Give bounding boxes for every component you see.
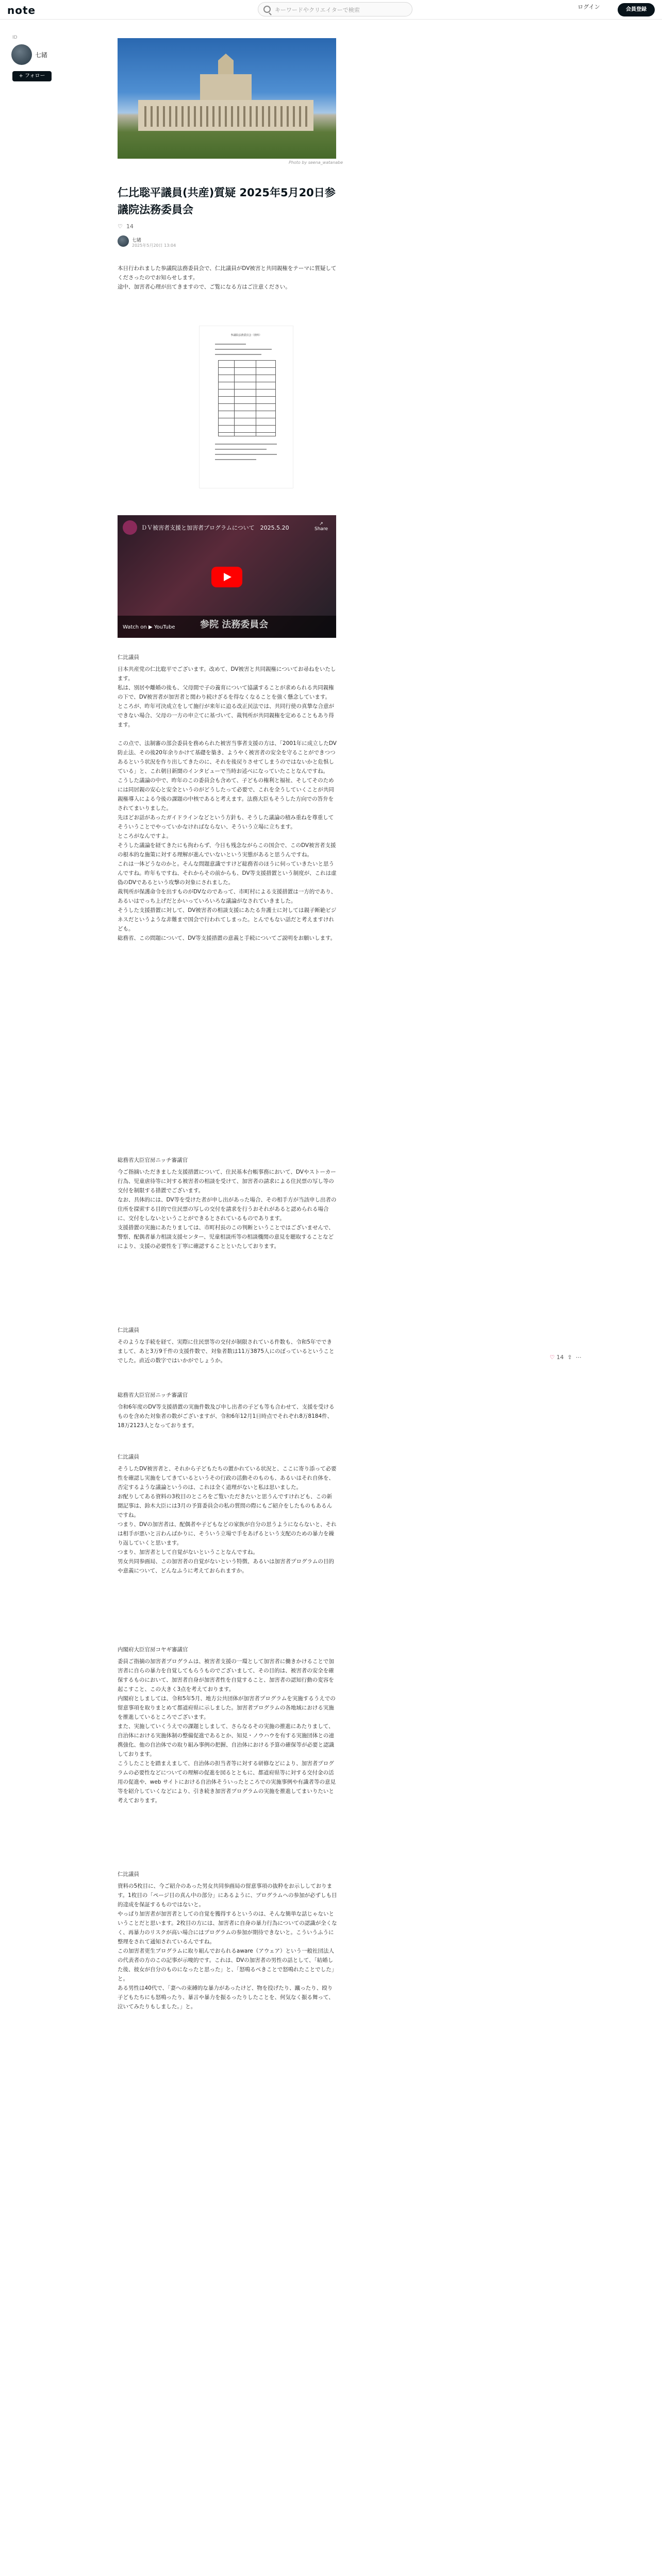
- more-icon[interactable]: ⋯: [575, 1354, 582, 1361]
- floating-like-button[interactable]: [550, 1354, 582, 1361]
- floating-like-count: 14: [556, 1354, 564, 1361]
- play-button[interactable]: [211, 567, 242, 587]
- login-button[interactable]: ログイン: [577, 4, 600, 10]
- share-button[interactable]: ↗ Share: [315, 521, 328, 532]
- top-header: [0, 0, 662, 20]
- heart-icon: ♡: [550, 1354, 555, 1361]
- author-name[interactable]: 七緒: [35, 52, 48, 59]
- like-button[interactable]: [118, 223, 134, 230]
- register-button[interactable]: 会員登録: [618, 3, 655, 16]
- document-title: 参議院法務委員会（資料）: [230, 334, 262, 337]
- search-input[interactable]: [258, 2, 412, 16]
- video-title[interactable]: ＤＶ被害者支援と加害者プログラムについて 2025.5.20: [141, 524, 289, 531]
- share-icon: ↗: [319, 521, 323, 527]
- intro-text: 本日行われました参議院法務委員会で、仁比議員がDV被害と共同親権をテーマに質疑してくださったのでお知らせします。 途中、加害者心理が出てきますので、ご覧になる方はご注意ください。: [118, 265, 337, 290]
- speaker-heading: 総務省大臣官房ニッチ審議官: [118, 1392, 188, 1398]
- watch-on-youtube[interactable]: Watch on ▶ YouTube: [123, 624, 175, 630]
- avatar[interactable]: [11, 44, 32, 65]
- page-title: 仁比聡平議員(共産)質疑 2025年5月20日参議院法務委員会: [118, 187, 336, 216]
- author-name-small[interactable]: 七緒: [132, 238, 142, 243]
- paragraph: そうしたDV被害者と、それから子どもたちの置かれている状況と、ここに寄り添って必要性を確認し実施をしてきているというその行政の活動そのものも、あるいはそれ自体を、否定するような議論というのは、これは全く道理がないと私は思いました。 お配りしてある資料の3枚目のところをご覧いただきたいと思うんですけれども、この新聞記事は、鈴木大臣には3月の予算委員会の私の質問の際にもご紹介をしたものもあるんですね。 つまり、DVの加害者は、配偶者や子どもなどの家族が自分の思うようにならないと、それは相手が悪いと言わんばかりに、そういう立場で手をあげるという支配のための暴力を繰り返していくと思います。 つまり、加害者として自覚がないということなんですね。 男女共同参画局、この加害者の自覚がないという特徴、あるいは加害者プログラムの目的や意義について、どんなふうに考えておられますか。: [118, 1466, 337, 1574]
- photo-credit: Photo by seena_watanabe: [289, 160, 343, 165]
- search-placeholder: キーワードやクリエイターで検索: [275, 7, 360, 13]
- hero-image: [118, 38, 336, 159]
- speaker-heading: 内閣府大臣官房コヤギ審議官: [118, 1647, 188, 1653]
- paragraph: 令和6年度のDV等支援措置の実施件数及び申し出者の子ども等も合わせて、支援を受けるものを含めた対象者の数がございますが、令和6年12月1日時点でそれぞれ8万8184件、18万2123人となっております。: [118, 1404, 335, 1429]
- paragraph: 日本共産党の仁比聡平でございます。改めて、DV被害と共同親権についてお尋ねをいたします。 私は、別居や離婚の後も、父母間で子の養育について協議することが求められる共同親権の下で、DV被害者が加害者と関わり続けざるを得なくなることを強く懸念しています。 ところが、昨年可決成立をして施行が来年に迫る改正民法では、共同行使の真摯な合意ができない場合、父母の一方の申立てに基づいて、裁判所が共同親権を定めることもあり得ます。 この点で、法制審の部会委員を務められた被害当事者支援の方は、「2001年に成立したDV防止法、その後20年余りかけて基礎を築き、ようやく被害者の安全を守ることができつつあるという状況を作り出してきたのに、それを後戻りさせてしまうのではないかと危惧している」と、これ朝日新聞のインタビューで当時お述べになっていたことなんですね。 こうした議論の中で、昨年のこの委員会も含めて、子どもの権利と福祉、そしてそのためには同居親の安心と安全というのがどうしたって必要で、これを全うしていくことが共同親権導入による今後の課題の中核であると考えます。法務大臣もそうした方向での答弁をされてまいりました。 先ほどお話があったガイドラインなどという方針も、そうした議論の積み重ねを尊重してそういうことでやっていかなければならない、そういう立場に立ちます。 ところがなんですよ。 そうした議論を経てきたにも拘わらず、今日も残念ながらこの国会で、このDV被害者支援の根本的な施策に対する理解が進んでいないという実態があると思うんですね。 これは一体どうなのかと。そんな問題意識ですけど総務省のほうに伺っていきたいと思うんですね。昨年もですね、それからその前からも、DV等支援措置という制度が、これは虚偽のDVであるという攻撃の対象にされました。 裁判所が保護命令を出すものがDVなのであって、市町村による支援措置は一方的であり、あるいはでっち上げだとかいっていろいろな議論がなされていきました。 そうした支援措置に対して、DV被害者の相談支援にあたる弁護士に対しては親子断絶ビジネスだというような非難まで国会で行われてしまった。とんでもない話だと考えますけれども。 総務省、この問題について、DV等支援措置の意義と手続についてご説明をお願いします。: [118, 666, 337, 941]
- author-avatar-small[interactable]: [118, 235, 129, 247]
- paragraph: 資料の5枚目に、今ご紹介のあった男女共同参画局の留意事項の抜粋をお示ししております。1枚目の「ページ目の真ん中の部分」にあるように、プログラムへの参加が必ずしも目的達成を保証するものではないと。 やっぱり加害者が加害者としての自覚を獲得するというのは、そんな簡単な話じゃないということだと思います。2枚目の方には、加害者に自身の暴力行為についての認識が全くなく、再暴力のリスクが高い場合にはプログラムの参加が期待できないと。こういうふうに整理をされて通知されているんですね。 この加害者更生プログラムに取り組んでおられるaware（アウェア）という一般社団法人の代表者の方のこの記事が示唆的です。これは、DVの加害者の男性の話として、「結婚した後、彼女が自分のものになったと思った」と、「怒鳴るべきことで怒鳴れたことでした」と。 ある男性は40代で、「妻への束縛的な暴力があったけど、物を投げたり、蹴ったり、殴り子どもたちにも怒鳴ったり、暴言や暴力を振るったりしたことを、何気なく振る舞って、泣いてみたりもしました。」と。: [118, 1883, 337, 2010]
- paragraph: 委員ご指摘の加害者プログラムは、被害者支援の一環として加害者に働きかけることで加害者に自らの暴力を自覚してもらうものでございまして、その目的は、被害者の安全を確保するものにおいて、加害者自身が加害者性を自覚すること、加害者の認知行動の変容を起こすこと、この大きく3点を考えております。 内閣府としましては、令和5年5月、地方公共団体が加害者プログラムを実施するうえでの留意事項を取りまとめて都道府県に示しました。加害者プログラムの各地域における実施を推進しているところでございます。 また、実施していくうえでの課題としまして、さらなるその実施の推進にあたりまして、自治体における実施体制の整備促進であるとか、知見・ノウハウを有する実施団体との連携強化、他の自治体での取り組み事例の把握、自治体における予算の確保等が必要と認識しております。 こうしたことを踏まえまして、自治体の担当者等に対する研修などにより、加害者プログラムの必要性などについての理解の促進を図るとともに、都道府県等に対する交付金の活用の促進や、web サイトにおける自治体そういったところでの実施事例や有識者等の意見等を紹介していくなどにより、引き続き加害者プログラムの実施を推進してまいりたいと考えております。: [118, 1658, 336, 1804]
- speaker-heading: 仁比議員: [118, 1871, 139, 1877]
- channel-avatar[interactable]: [123, 520, 137, 535]
- speaker-heading: 仁比議員: [118, 1454, 139, 1460]
- youtube-embed[interactable]: [118, 515, 336, 638]
- share-icon[interactable]: ⇪: [567, 1354, 572, 1361]
- heart-icon: ♡: [118, 223, 123, 230]
- note-logo[interactable]: note: [7, 4, 36, 16]
- document-image: [199, 326, 293, 488]
- profile-id-label: ID: [12, 35, 18, 40]
- video-caption: 参院 法務委員会: [200, 619, 269, 630]
- follow-button[interactable]: + フォロー: [12, 71, 52, 81]
- speaker-heading: 仁比議員: [118, 1327, 139, 1333]
- speaker-heading: 総務省大臣官房ニッチ審議官: [118, 1157, 188, 1163]
- like-count: 14: [126, 223, 134, 230]
- paragraph: そのような手続を経て、実際に住民票等の交付が制限されている件数も、令和5年でできまして、あと3万9千件の支援件数で、対象者数は11万3875人にのぼっているということでした。直近の数字ではいかがでしょうか。: [118, 1339, 335, 1364]
- paragraph: 今ご指摘いただきました支援措置について、住民基本台帳事務において、DVやストーカー行為、児童虐待等に対する被害者の相談を受けて、加害者の請求による住民票の写し等の交付を制限する措置でございます。 なお、具体的には、DV等を受けた者が申し出があった場合、その相手方が当該申し出者の住所を探索する目的で住民票の写しの交付を請求を行うおそれがあると認められる場合に、交付をしないということができるとされているものであります。 支援措置の実施にあたりましては、市町村長のこの判断ということではございませんで、警察、配偶者暴力相談支援センター、児童相談所等の相談機関の意見を聴取することなどにより、支援の必要性を丁寧に確認することといたしております。: [118, 1169, 337, 1249]
- speaker-heading: 仁比議員: [118, 654, 139, 660]
- search-icon: [263, 6, 271, 13]
- publish-date: 2025年5月20日 13:04: [132, 243, 176, 248]
